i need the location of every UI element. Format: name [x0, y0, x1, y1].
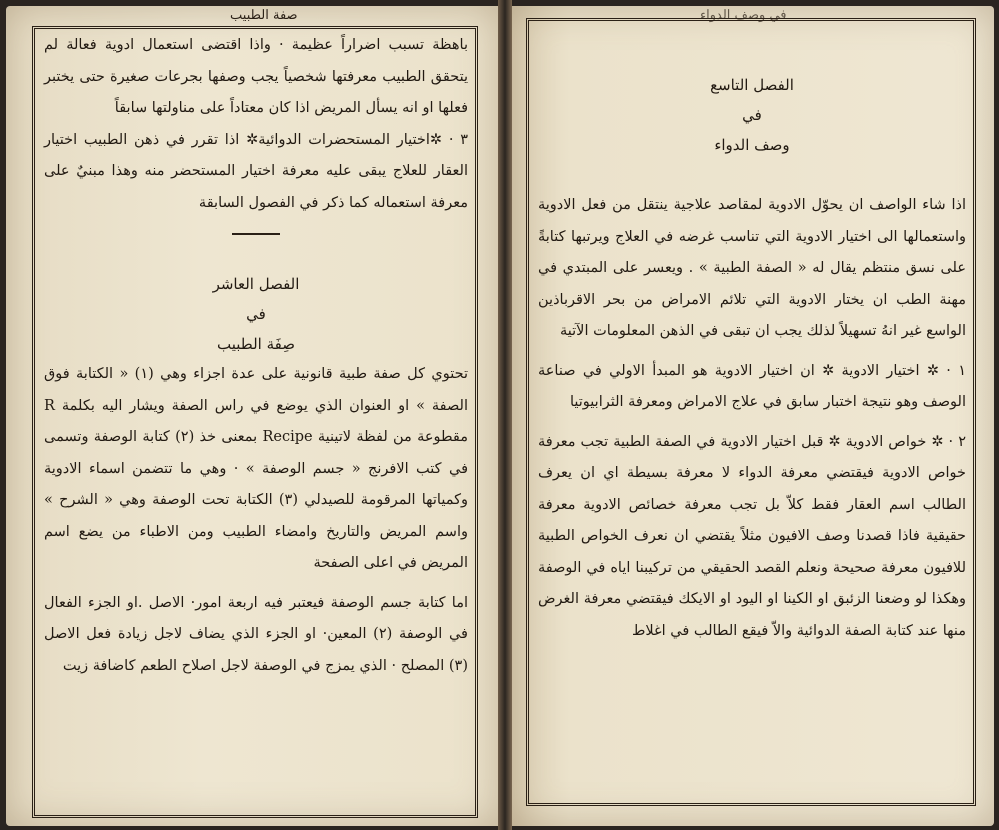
right-page-body: [538, 70, 966, 647]
chapter-9-title: الفصل التاسع: [710, 76, 794, 94]
right-paragraph-3: ٢ · ✲ خواص الادوية ✲ قبل اختيار الادوية في الصفة الطبية تجب معرفة خواص الادوية فيقتضي معرفة الدواء لا معرفة بسيطة اي ان يعرف الطالب اسم العقار فقط كلاّ بل تجب معرفة خصائص الادوية معرفة حقيقية فاذا قصدنا وصف الافيون مثلاً يقتضي ان نعرف الخواص الطبية للافيون معرفة صحيحة ونعلم القصد الحقيقي من تركيبنا اياه في الوصفة وهكذا لو وضعنا الزئبق او الكينا او اليود او الايكك فيقتضي معرفة الغرض منها عند كتابة الصفة الدوائية والاّ فيقع الطالب في اغلاط: [538, 433, 966, 639]
left-paragraph-3: تحتوي كل صفة طبية قانونية على عدة اجزاء وهي (١) « الكتابة فوق الصفة » او العنوان الذي يوضع في راس الصفة ويشار اليه بكلمة R مقطوعة من لفظة لاتينية Recipe بمعنى خذ (٢) كتابة الوصفة وتسمى في كتب الافرنج « جسم الوصفة » · وهي ما تتضمن اسماء الادوية وكمياتها المرقومة للصيدلي (٣) الكتابة تحت الوصفة وهي « الشرح » واسم المريض والتاريخ وامضاء الطبيب ومن الاطباء من يضع اسم المريض في اعلى الصفحة: [44, 366, 468, 571]
left-paragraph-1: باهظة تسبب اضراراً عظيمة · واذا اقتضى استعمال ادوية فعالة لم يتحقق الطبيب معرفتها شخصياً يجب وصفها بجرعات صغيرة حتى يختبر فعلها او انه يسأل المريض اذا كان معتاداً على مناولتها سابقاً: [44, 37, 468, 116]
left-running-head: صفة الطبيب: [230, 8, 298, 23]
left-paragraph-2: ٣ · ✲اختيار المستحضرات الدوائية✲ اذا تقرر في ذهن الطبيب اختيار العقار للعلاج يبقى عليه معرفة اختيار المستحضر منه وهذا مبنيٌ على معرفة استعماله كما ذكر في الفصول السابقة: [44, 131, 468, 211]
chapter-9-in: في: [742, 106, 762, 124]
chapter-10-in: في: [246, 305, 266, 323]
right-running-head: في وصف الدواء: [700, 8, 787, 23]
chapter-10-title: الفصل العاشر: [212, 275, 300, 293]
right-paragraph-2: ١ · ✲ اختيار الادوية ✲ ان اختيار الادوية هو المبدأ الاولي في صناعة الوصف وهو نتيجة اختبار سابق في علاج الامراض ومعرفة الثرابيوتيا: [538, 362, 966, 410]
chapter-9-subject: وصف الدواء: [714, 136, 790, 154]
book-gutter: [498, 0, 512, 830]
left-page-body: [44, 30, 468, 682]
right-paragraph-1: اذا شاء الواصف ان يحوّل الادوية لمقاصد علاجية ينتقل من فعل الادوية واستعمالها الى اختيار الادوية التي تناسب غرضه في العلاج ويرتبها كتابةً على نسق منتظم يقال له « الصفة الطبية » . ويعسر على المبتدي في مهنة الطب ان يختار الادوية التي تلائم الامراض من بحر الاقرباذين الواسع غير انهُ تسهيلاً لذلك يجب ان تبقى في الذهن المعلومات الآتية: [538, 197, 966, 339]
section-divider: [232, 233, 280, 235]
chapter-10-subject: صِفَة الطبيب: [217, 335, 295, 353]
left-paragraph-4: اما كتابة جسم الوصفة فيعتبر فيه اربعة امور· الاصل .او الجزء الفعال في الوصفة (٢) المعين· او الجزء الذي يضاف لاجل زيادة فعل الاصل (٣) المصلح · الذي يمزج في الوصفة لاجل اصلاح الطعم كاضافة زيت: [44, 594, 468, 674]
